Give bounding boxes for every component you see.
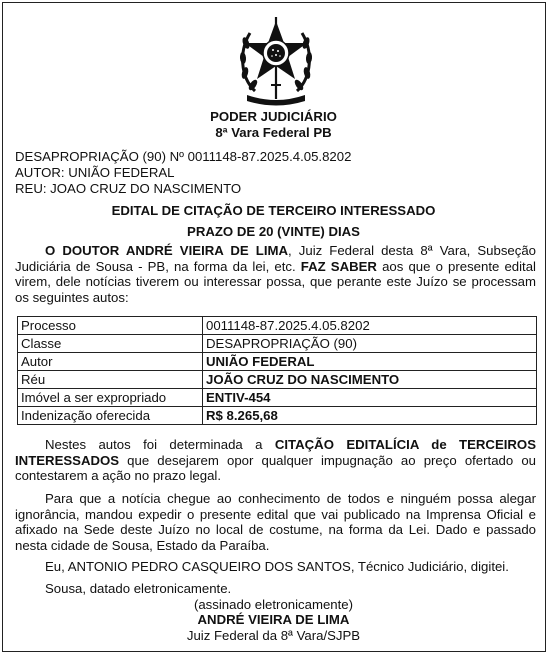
- table-row: [18, 371, 537, 389]
- citation-paragraph: [15, 437, 536, 484]
- signature-role: Juiz Federal da 8ª Vara/SJPB: [186, 628, 361, 643]
- table-row-label: Indenização oferecida: [18, 407, 203, 425]
- court-title: 8ª Vara Federal PB: [215, 125, 332, 140]
- table-row-label: Imóvel a ser expropriado: [18, 389, 203, 407]
- citation-text-1: Nestes autos foi determinada a: [45, 437, 275, 452]
- typist-paragraph: [15, 559, 536, 575]
- citation-bold: CITAÇÃO EDITALÍCIA de TERCEIROS INTERESSADOS: [15, 437, 536, 468]
- table-row-label: Réu: [18, 371, 203, 389]
- intro-text-1: , Juiz Federal desta 8ª Vara, Subseção Judiciária de Sousa - PB, na forma da lei, etc.: [15, 243, 537, 274]
- institution-title: PODER JUDICIÁRIO: [210, 109, 337, 124]
- table-row-value: UNIÃO FEDERAL: [203, 353, 537, 371]
- faz-saber: FAZ SABER: [300, 258, 377, 274]
- table-row-value: DESAPROPRIAÇÃO (90): [203, 335, 537, 353]
- table-row-label: Classe: [18, 335, 203, 353]
- publication-paragraph: [15, 491, 536, 553]
- case-number-line: DESAPROPRIAÇÃO (90) Nº 0011148-87.2025.4.05.8202: [15, 149, 352, 164]
- place-date-text: Sousa, datado eletronicamente.: [45, 581, 232, 596]
- case-author-line: AUTOR: UNIÃO FEDERAL: [15, 165, 175, 180]
- deadline-title: PRAZO DE 20 (VINTE) DIAS: [187, 224, 360, 239]
- citation-text-2: que desejarem opor qualquer impugnação ao preço ofertado ou contestarem a ação no prazo legal.: [15, 452, 536, 484]
- typist-text: Eu, ANTONIO PEDRO CASQUEIRO DOS SANTOS, Técnico Judiciário, digitei.: [45, 559, 509, 574]
- edital-title: EDITAL DE CITAÇÃO DE TERCEIRO INTERESSADO: [111, 203, 436, 218]
- table-row-label: Autor: [18, 353, 203, 371]
- table-row: [18, 353, 537, 371]
- intro-text-2: aos que o presente edital virem, dele notícias tiverem ou interessar possa, que perante este Juízo se processam os seguintes autos:: [15, 258, 536, 305]
- judge-name: O DOUTOR ANDRÉ VIEIRA DE LIMA: [45, 243, 289, 258]
- place-date-paragraph: [15, 581, 536, 597]
- table-row-value: 0011148-87.2025.4.05.8202: [203, 317, 537, 335]
- table-row-value: R$ 8.265,68: [203, 407, 537, 425]
- publication-text: Para que a notícia chegue ao conhecimento de todos e ninguém possa alegar ignorância, mandou expedir o presente edital que vai publicado na Imprensa Oficial e afixado na Sede deste Juízo no local de costume, na forma da Lei. Dado e passado nesta cidade de Sousa, Estado da Paraíba.: [15, 491, 536, 553]
- table-row: [18, 335, 537, 353]
- case-defendant-line: REU: JOAO CRUZ DO NASCIMENTO: [15, 181, 242, 196]
- table-row: [18, 407, 537, 425]
- intro-paragraph: [15, 243, 536, 305]
- edital-document: [2, 2, 546, 652]
- table-row: [18, 317, 537, 335]
- signature-note: (assinado eletronicamente): [193, 597, 354, 612]
- case-info-table: [17, 316, 537, 425]
- signature-name: ANDRÉ VIEIRA DE LIMA: [197, 612, 350, 627]
- brazil-coat-of-arms-icon: [235, 13, 317, 108]
- table-row-label: Processo: [18, 317, 203, 335]
- table-row-value: JOÃO CRUZ DO NASCIMENTO: [203, 371, 537, 389]
- table-row: [18, 389, 537, 407]
- table-row-value: ENTIV-454: [203, 389, 537, 407]
